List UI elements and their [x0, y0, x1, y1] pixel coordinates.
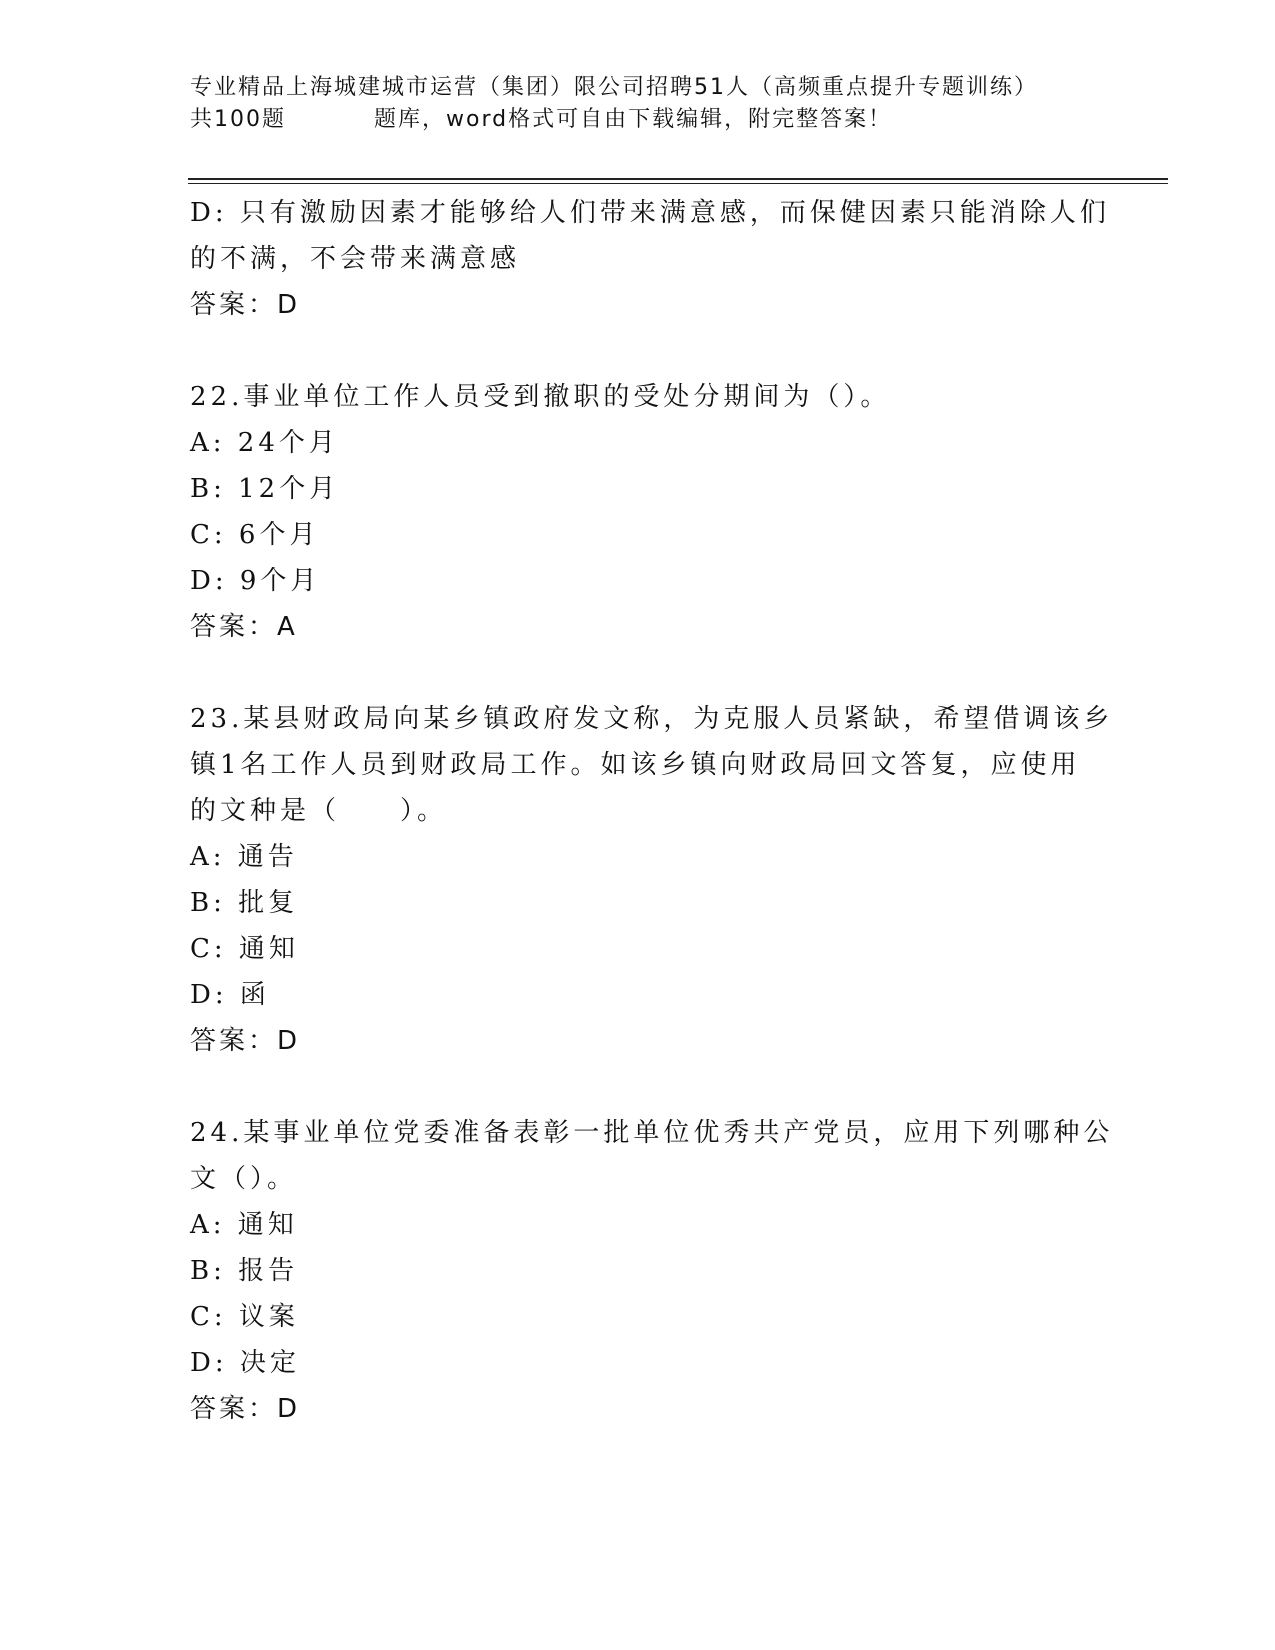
option-a: A: 24个月: [190, 428, 339, 458]
option-d: D: 决定: [190, 1348, 300, 1378]
header-title-line-1: 专业精品上海城建城市运营（集团）限公司招聘51人（高频重点提升专题训练）: [190, 75, 1038, 100]
question-24: [190, 1110, 1114, 1432]
answer-line: 答案：D: [190, 1026, 301, 1056]
answer-line: 答案：D: [190, 1394, 301, 1424]
option-a: A: 通知: [190, 1210, 298, 1240]
question-stem-line-3: 的文种是（ ）。: [190, 796, 448, 826]
option-b: B: 12个月: [190, 474, 340, 504]
answer-line: 答案：A: [190, 612, 298, 642]
question-content: [190, 190, 1114, 1432]
option-b: B: 报告: [190, 1256, 299, 1286]
question-stem-line-1: 24.某事业单位党委准备表彰一批单位优秀共产党员，应用下列哪种公: [190, 1118, 1114, 1148]
option-a: A: 通告: [190, 842, 298, 872]
question-stem-line-2: 镇1名工作人员到财政局工作。如该乡镇向财政局回文答复，应使用: [190, 750, 1081, 780]
answer-line: 答案：D: [190, 290, 301, 320]
option-c: C: 6个月: [190, 520, 320, 550]
option-b: B: 批复: [190, 888, 299, 918]
option-d: D: 函: [190, 980, 270, 1010]
page-header: [190, 72, 1170, 136]
question-stem-line-1: 23.某县财政局向某乡镇政府发文称，为克服人员紧缺，希望借调该乡: [190, 704, 1114, 734]
question-stem: 22.事业单位工作人员受到撤职的受处分期间为（）。: [190, 382, 891, 412]
previous-question-tail: [190, 190, 1110, 328]
option-d-line-1: D: 只有激励因素才能够给人们带来满意感，而保健因素只能消除人们: [190, 198, 1110, 228]
header-description: 题库，word格式可自由下载编辑，附完整答案！: [374, 107, 893, 132]
option-c: C: 议案: [190, 1302, 299, 1332]
header-divider-thin: [188, 183, 1168, 184]
option-c: C: 通知: [190, 934, 299, 964]
header-question-count: 共100题: [190, 107, 286, 132]
header-divider-thick: [188, 178, 1168, 180]
question-stem-line-2: 文（）。: [190, 1164, 298, 1194]
header-title-line-2: [190, 104, 1170, 136]
option-d: D: 9个月: [190, 566, 321, 596]
question-22: [190, 374, 1090, 650]
option-d-line-2: 的不满，不会带来满意感: [190, 244, 521, 274]
question-23: [190, 696, 1114, 1064]
